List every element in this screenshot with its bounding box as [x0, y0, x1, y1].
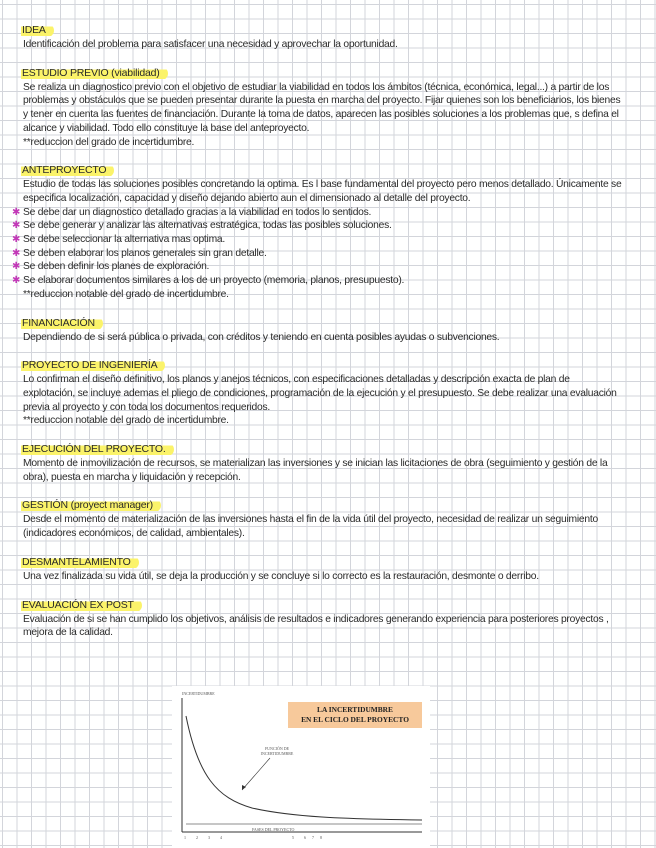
list-item-text: Se deben elaborar los planos generales sin gran detalle.	[23, 247, 267, 259]
section-heading: PROYECTO DE INGENIERÍA	[21, 359, 165, 372]
x-tick-label: 3	[208, 835, 210, 840]
section-note: **reduccion notable del grado de incertidumbre.	[23, 288, 229, 300]
curve-label	[254, 746, 300, 756]
figure-title-line: EN EL CICLO DEL PROYECTO	[301, 715, 409, 724]
x-tick-label: 7	[312, 835, 314, 840]
list-item	[12, 206, 623, 220]
figure-title	[288, 702, 422, 728]
section-text: Identificación del problema para satisfacer una necesidad y aprovechar la oportunidad.	[23, 39, 398, 50]
section-text: Momento de inmovilización de recursos, se materializan las inversiones y se inician las licitaciones de obra (seguimiento y gestión de la obra), puesta en marcha y liquidación y recepción.	[23, 458, 608, 483]
section-heading: IDEA	[21, 24, 54, 37]
section-heading: ESTUDIO PREVIO (viabilidad)	[21, 67, 168, 80]
uncertainty-curve	[186, 716, 422, 820]
section-anteproyecto	[12, 160, 623, 301]
star-icon: ✱	[12, 261, 21, 273]
section-text: Desde el momento de materialización de las inversiones hasta el fin de la vida útil del proyecto, necesidad de realizar un seguimiento (indicadores económicos, de calidad, ambientales).	[23, 514, 598, 540]
x-tick-label: 5	[292, 835, 294, 840]
section-proyecto-ingenieria	[23, 355, 623, 428]
section-heading: FINANCIACIÓN	[21, 317, 103, 330]
section-text: Lo confirman el diseño definitivo, los planos y anejos técnicos, con especificaciones detalladas y descripción exacta de plan de explotación, se incluye ademas el pliego de condiciones, programación de la ejecución y el presupuesto. Se debe realizar una evaluación previa al proyecto y con toda los documentos requeridos.	[23, 374, 617, 413]
section-note: **reduccion del grado de incertidumbre.	[23, 136, 195, 148]
section-idea	[23, 20, 623, 52]
section-estudio-previo	[23, 63, 623, 150]
list-item	[12, 260, 623, 274]
section-text: Estudio de todas las soluciones posibles concretando la optima. Es l base fundamental del proyecto pero menos detallado. Únicamente se especifica localización, capacidad y diseño dejando abierto aun el dimensionado al detalle del proyecto.	[23, 179, 622, 204]
x-tick-label: 1	[184, 835, 186, 840]
figure-title-line: LA INCERTIDUMBRE	[317, 705, 393, 714]
list-item-text: Se debe generar y analizar las alternativas estratégica, todas las posibles soluciones.	[23, 220, 392, 232]
x-tick-label: 8	[320, 835, 322, 840]
uncertainty-figure	[172, 686, 430, 848]
star-icon: ✱	[12, 247, 21, 259]
section-heading: ANTEPROYECTO	[21, 164, 114, 177]
y-axis-label: INCERTIDUMBRE	[182, 691, 215, 696]
list-item	[12, 219, 623, 233]
curve-label-line: INCERTIDUMBRE	[260, 751, 294, 756]
list-item-text: Se deben definir los planes de exploración.	[23, 261, 210, 273]
section-evaluacion-ex-post	[23, 595, 623, 640]
star-icon: ✱	[12, 234, 21, 246]
curve-label-line: FUNCIÓN DE	[264, 746, 290, 751]
x-tick-label: 2	[196, 835, 198, 840]
section-text: Una vez finalizada su vida útil, se deja la producción y se concluye si lo correcto es la restauración, desmonte o derribo.	[23, 570, 539, 582]
section-text: Evaluación de si se han cumplido los objetivos, análisis de resultados e indicadores generando experiencia para posteriores proyectos , mejora de la calidad.	[23, 613, 609, 639]
list-item	[12, 274, 623, 288]
list-item	[12, 247, 623, 261]
x-axis-label: FASES DEL PROYECTO	[252, 827, 295, 832]
section-financiacion	[23, 313, 623, 345]
list-item	[12, 233, 623, 247]
section-heading: EJECUCIÓN DEL PROYECTO.	[21, 443, 174, 456]
section-heading: GESTIÓN (proyect manager)	[21, 499, 161, 512]
section-ejecucion	[23, 439, 623, 484]
star-icon: ✱	[12, 220, 21, 232]
star-icon: ✱	[12, 275, 21, 287]
list-item-text: Se debe dar un diagnostico detallado gracias a la viabilidad en todos lo sentidos.	[23, 206, 372, 218]
section-note: **reduccion notable del grado de incertidumbre.	[23, 415, 229, 427]
x-tick-label: 6	[304, 835, 306, 840]
section-text: Se realiza un diagnostico previo con el objetivo de estudiar la viabilidad en todos los ámbitos (técnica, económica, legal...) a partir de los problemas y obstáculos que se pueden presentar durante la puesta en marcha del proyecto. Fijar quienes son los beneficiarios, los bienes y tener en cuenta las fuentes de financiación. Durante la toma de datos, aparecen las posibles soluciones a los problemas que, s defina el alcance y viabilidad. Todo ello constituye la base del anteproyecto.	[23, 81, 621, 134]
section-heading: DESMANTELAMIENTO	[21, 556, 139, 569]
section-heading: EVALUACIÓN EX POST	[21, 599, 142, 612]
list-item-text: Se elaborar documentos similares a los de un proyecto (memoria, planos, presupuesto).	[23, 275, 405, 287]
x-tick-label: 4	[220, 835, 222, 840]
section-gestion	[23, 495, 623, 540]
section-text: Dependiendo de si será pública o privada, con créditos y teniendo en cuenta posibles ayudas o subvenciones.	[23, 331, 500, 343]
notes-page	[12, 20, 623, 651]
section-desmantelamiento	[23, 552, 623, 584]
curve-label-pointer	[242, 758, 270, 790]
list-item-text: Se debe seleccionar la alternativa mas optima.	[23, 234, 225, 246]
star-icon: ✱	[12, 206, 21, 218]
